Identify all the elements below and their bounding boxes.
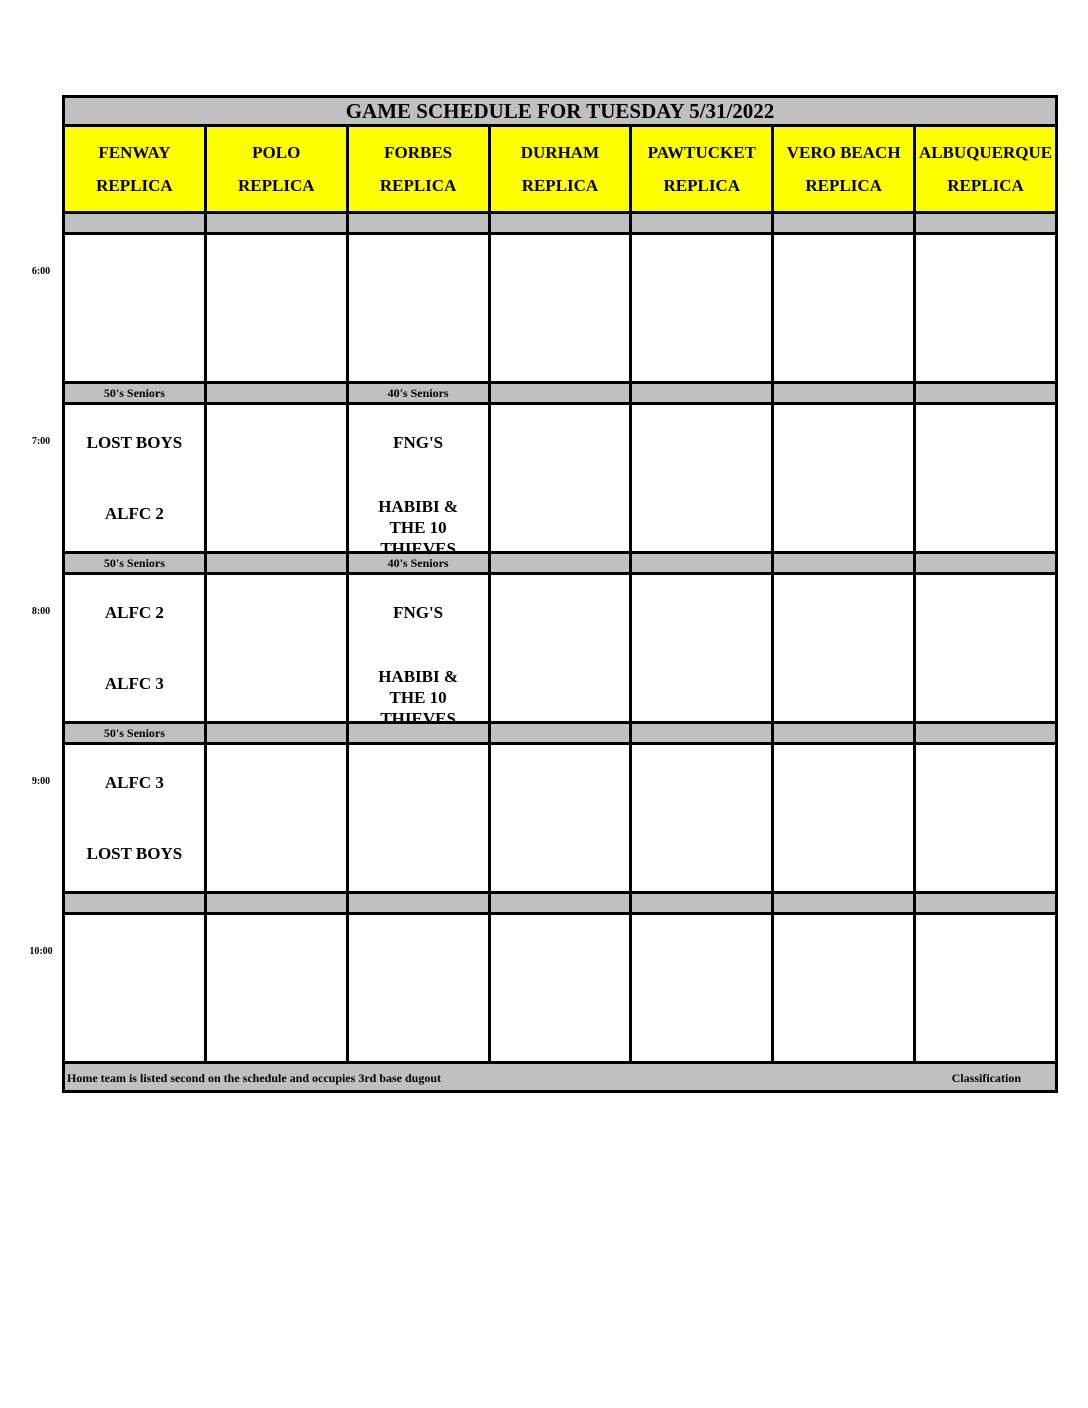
game-cell [489, 914, 631, 1063]
classification-row [64, 893, 1057, 914]
game-cell [347, 574, 489, 728]
away-team: FNG'S [393, 433, 444, 452]
field-type: REPLICA [663, 176, 741, 195]
home-team: HABIBI & THE 10 THIEVES [378, 497, 459, 558]
classification-row [64, 383, 1057, 404]
time-label: 8:00 [31, 605, 51, 617]
schedule-title: GAME SCHEDULE FOR TUESDAY 5/31/2022 [64, 97, 1057, 126]
home-team: ALFC 3 [104, 674, 164, 693]
classification-cell [489, 213, 631, 234]
game-cell [631, 404, 773, 553]
field-header [489, 126, 631, 213]
classification-cell [773, 383, 915, 404]
game-row [64, 574, 1057, 723]
game-cell [631, 574, 773, 723]
game-cell [347, 914, 489, 1063]
game-row [64, 234, 1057, 383]
game-cell [205, 234, 347, 383]
classification-legend: Classification [951, 1071, 1021, 1085]
time-label: 6:00 [31, 265, 51, 277]
classification-cell [631, 723, 773, 744]
field-type: REPLICA [379, 176, 457, 195]
game-cell [64, 404, 206, 553]
game-cell [205, 914, 347, 1063]
game-cell [773, 404, 915, 553]
classification-cell [915, 383, 1057, 404]
field-header [205, 126, 347, 213]
away-team: LOST BOYS [86, 433, 183, 452]
game-cell [205, 404, 347, 553]
field-header [773, 126, 915, 213]
game-cell [205, 744, 347, 893]
game-cell [631, 744, 773, 893]
classification-cell: 50's Seniors [64, 553, 206, 574]
game-cell [489, 234, 631, 383]
classification-cell [915, 723, 1057, 744]
classification-cell [347, 893, 489, 914]
game-cell [64, 744, 206, 893]
game-row [64, 744, 1057, 893]
classification-cell [915, 213, 1057, 234]
away-team: ALFC 2 [104, 603, 164, 622]
game-cell [773, 234, 915, 383]
classification-cell [631, 893, 773, 914]
field-type: REPLICA [238, 176, 315, 195]
classification-cell [64, 893, 206, 914]
classification-cell [64, 213, 206, 234]
game-cell [773, 574, 915, 723]
game-cell [915, 574, 1057, 723]
classification-cell [773, 213, 915, 234]
field-header [631, 126, 773, 213]
field-name: PAWTUCKET [647, 143, 756, 162]
classification-cell: 40's Seniors [347, 553, 489, 574]
classification-cell: 50's Seniors [64, 383, 206, 404]
game-cell [631, 914, 773, 1063]
classification-cell [773, 723, 915, 744]
field-type: REPLICA [521, 176, 599, 195]
field-type: REPLICA [96, 176, 173, 195]
away-team: FNG'S [393, 603, 444, 622]
field-name: FORBES [384, 143, 453, 162]
field-name: ALBUQUERQUE [918, 143, 1053, 162]
field-header [64, 126, 206, 213]
schedule-table [62, 95, 1058, 1093]
schedule-sheet [62, 95, 1058, 1093]
game-cell [915, 404, 1057, 553]
field-name: POLO [252, 143, 301, 162]
game-cell [631, 234, 773, 383]
time-label: 9:00 [31, 775, 51, 787]
field-header [915, 126, 1057, 213]
classification-cell [489, 893, 631, 914]
game-cell [915, 234, 1057, 383]
time-label: 10:00 [29, 945, 53, 957]
game-row [64, 404, 1057, 553]
home-team: HABIBI & THE 10 THIEVES [378, 667, 459, 728]
classification-cell [205, 383, 347, 404]
game-cell [915, 744, 1057, 893]
classification-cell [489, 553, 631, 574]
classification-cell [915, 553, 1057, 574]
classification-cell [773, 553, 915, 574]
classification-cell [631, 383, 773, 404]
game-cell [64, 234, 206, 383]
footer-row [64, 1063, 1057, 1092]
game-cell [773, 914, 915, 1063]
game-cell [489, 574, 631, 723]
classification-cell [631, 553, 773, 574]
game-cell [64, 914, 206, 1063]
classification-cell [347, 213, 489, 234]
classification-cell [205, 553, 347, 574]
game-cell [773, 744, 915, 893]
classification-cell [631, 213, 773, 234]
classification-cell [205, 213, 347, 234]
classification-cell [489, 383, 631, 404]
game-row [64, 914, 1057, 1063]
home-team: ALFC 2 [104, 504, 164, 523]
game-cell [915, 914, 1057, 1063]
classification-cell: 40's Seniors [347, 383, 489, 404]
classification-cell [205, 893, 347, 914]
classification-cell [489, 723, 631, 744]
field-header-row [64, 126, 1057, 213]
time-label: 7:00 [31, 435, 51, 447]
field-name: VERO BEACH [786, 143, 901, 162]
home-team: LOST BOYS [86, 844, 183, 863]
game-cell [205, 574, 347, 723]
title-row [64, 97, 1057, 126]
classification-row [64, 723, 1057, 744]
field-type: REPLICA [947, 176, 1024, 195]
field-header [347, 126, 489, 213]
away-team: ALFC 3 [104, 773, 164, 792]
field-type: REPLICA [805, 176, 882, 195]
game-cell [347, 234, 489, 383]
footer-cell [64, 1063, 1057, 1092]
game-cell [347, 404, 489, 558]
classification-cell [773, 893, 915, 914]
classification-row [64, 213, 1057, 234]
home-team-note: Home team is listed second on the schedule and occupies 3rd base dugout [67, 1071, 442, 1085]
classification-cell: 50's Seniors [64, 723, 206, 744]
classification-cell [915, 893, 1057, 914]
field-name: FENWAY [98, 143, 171, 162]
classification-row [64, 553, 1057, 574]
classification-cell [205, 723, 347, 744]
field-name: DURHAM [520, 143, 600, 162]
game-cell [489, 404, 631, 553]
game-cell [489, 744, 631, 893]
game-cell [64, 574, 206, 723]
game-cell [347, 744, 489, 893]
